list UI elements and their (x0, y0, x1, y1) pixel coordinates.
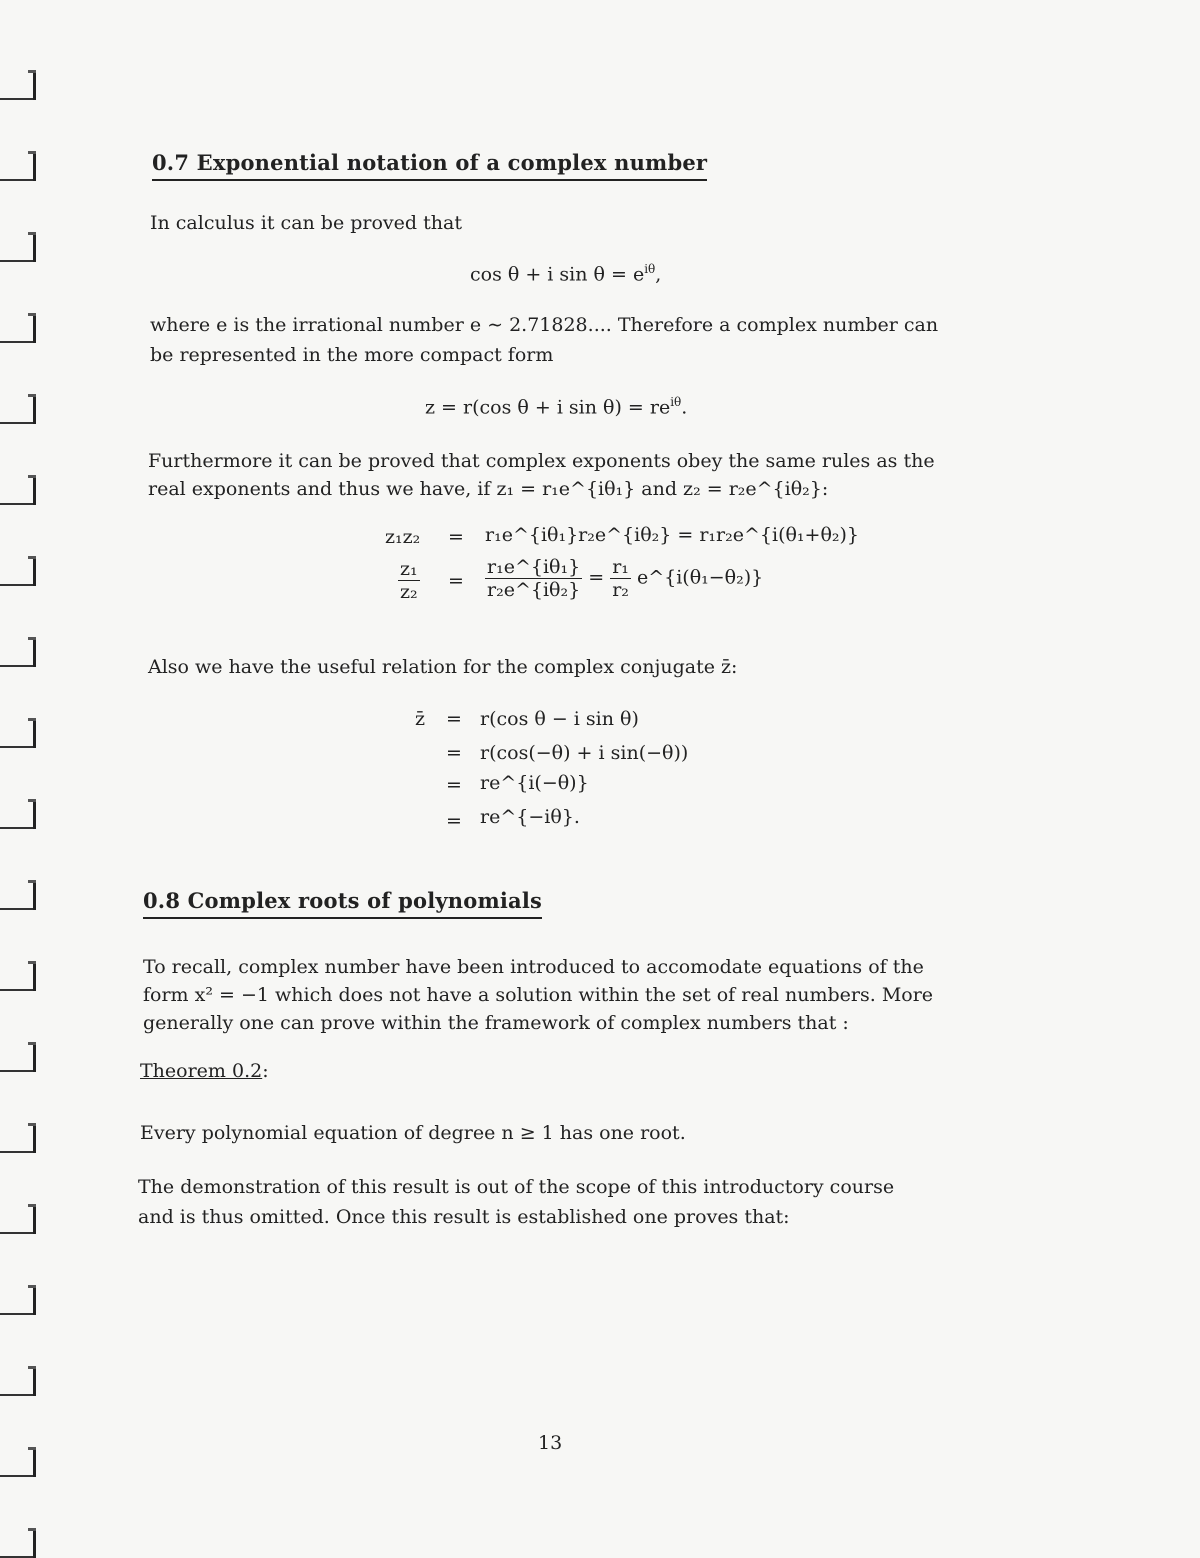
conjugate-equals-2: = (446, 742, 462, 764)
binding-tick (0, 718, 38, 748)
conjugate-equals-1: = (446, 708, 462, 730)
align-rhs-product: r₁e^{iθ₁}r₂e^{iθ₂} = r₁r₂e^{i(θ₁+θ₂)} (485, 524, 860, 546)
paragraph-recall-line2: form x² = −1 which does not have a solution within the set of real numbers. More (143, 984, 934, 1006)
paragraph-demonstration-line1: The demonstration of this result is out of the scope of this introductory course (138, 1176, 895, 1198)
binding-tick (0, 880, 38, 910)
equation-euler: cos θ + i $\sin \theta = e^{i\theta}$, (470, 262, 662, 286)
paragraph-exponents-line1: Furthermore it can be proved that complex exponents obey the same rules as the (148, 450, 935, 472)
binding-tick (0, 475, 38, 505)
conjugate-lhs: z̄ (415, 708, 426, 730)
spiral-binding (0, 0, 40, 1553)
binding-tick (0, 637, 38, 667)
binding-tick (0, 394, 38, 424)
conjugate-rhs-2: r(cos(−θ) + i sin(−θ)) (480, 742, 689, 764)
binding-tick (0, 1042, 38, 1072)
binding-tick (0, 1528, 38, 1558)
align-equals-product: = (448, 526, 464, 548)
paragraph-conjugate: Also we have the useful relation for the complex conjugate z̄: (148, 656, 738, 678)
paragraph-recall-line3: generally one can prove within the framework of complex numbers that : (143, 1012, 849, 1034)
binding-tick (0, 1447, 38, 1477)
binding-tick (0, 1204, 38, 1234)
paragraph-demonstration-line2: and is thus omitted. Once this result is established one proves that: (138, 1206, 790, 1228)
conjugate-rhs-1: r(cos θ − i sin θ) (480, 708, 639, 730)
binding-tick (0, 1285, 38, 1315)
conjugate-rhs-3: re^{i(−θ)} (480, 772, 589, 794)
paragraph-irrational-line2: be represented in the more compact form (150, 344, 554, 366)
paragraph-intro: In calculus it can be proved that (150, 212, 462, 234)
page-number: 13 (538, 1432, 563, 1454)
paragraph-exponents-line2: real exponents and thus we have, if z₁ = r₁e^{iθ₁} and z₂ = r₂e^{iθ₂}: (148, 478, 829, 500)
conjugate-equals-4: = (446, 810, 462, 832)
binding-tick (0, 70, 38, 100)
binding-tick (0, 151, 38, 181)
align-equals-quotient: = (448, 570, 464, 592)
align-lhs-product: z₁z₂ (385, 526, 421, 548)
binding-tick (0, 1123, 38, 1153)
binding-tick (0, 799, 38, 829)
theorem-heading: Theorem 0.2: (140, 1060, 269, 1082)
conjugate-equals-3: = (446, 774, 462, 796)
conjugate-rhs-4: re^{−iθ}. (480, 806, 580, 828)
theorem-statement: Every polynomial equation of degree n ≥ 1 has one root. (140, 1122, 686, 1144)
section-heading-0-8: 0.8 Complex roots of polynomials (143, 888, 542, 919)
paragraph-irrational-line1: where e is the irrational number e ∼ 2.71828.... Therefore a complex number can (150, 314, 939, 336)
binding-tick (0, 556, 38, 586)
binding-tick (0, 961, 38, 991)
align-lhs-quotient: $\frac{\text{z₁}}{\text{z₂}}$ (400, 558, 418, 603)
binding-tick (0, 313, 38, 343)
paragraph-recall-line1: To recall, complex number have been introduced to accomodate equations of the (143, 956, 924, 978)
equation-compact-form: z = r(cos θ + i $\sin \theta) = re^{i\theta}$. (425, 395, 688, 419)
binding-tick (0, 1366, 38, 1396)
binding-tick (0, 232, 38, 262)
section-heading-0-7: 0.7 Exponential notation of a complex number (152, 150, 707, 181)
align-rhs-quotient: $\frac{\text{r₁e\textasciicircum{}\{iθ₁\}}}{\text{r₂e\textasciicircum{}\{iθ₂\}}}$ = $\frac{\text{r₁}}{\text{r₂}}$ e^{i(θ₁−θ₂)} (487, 556, 764, 601)
